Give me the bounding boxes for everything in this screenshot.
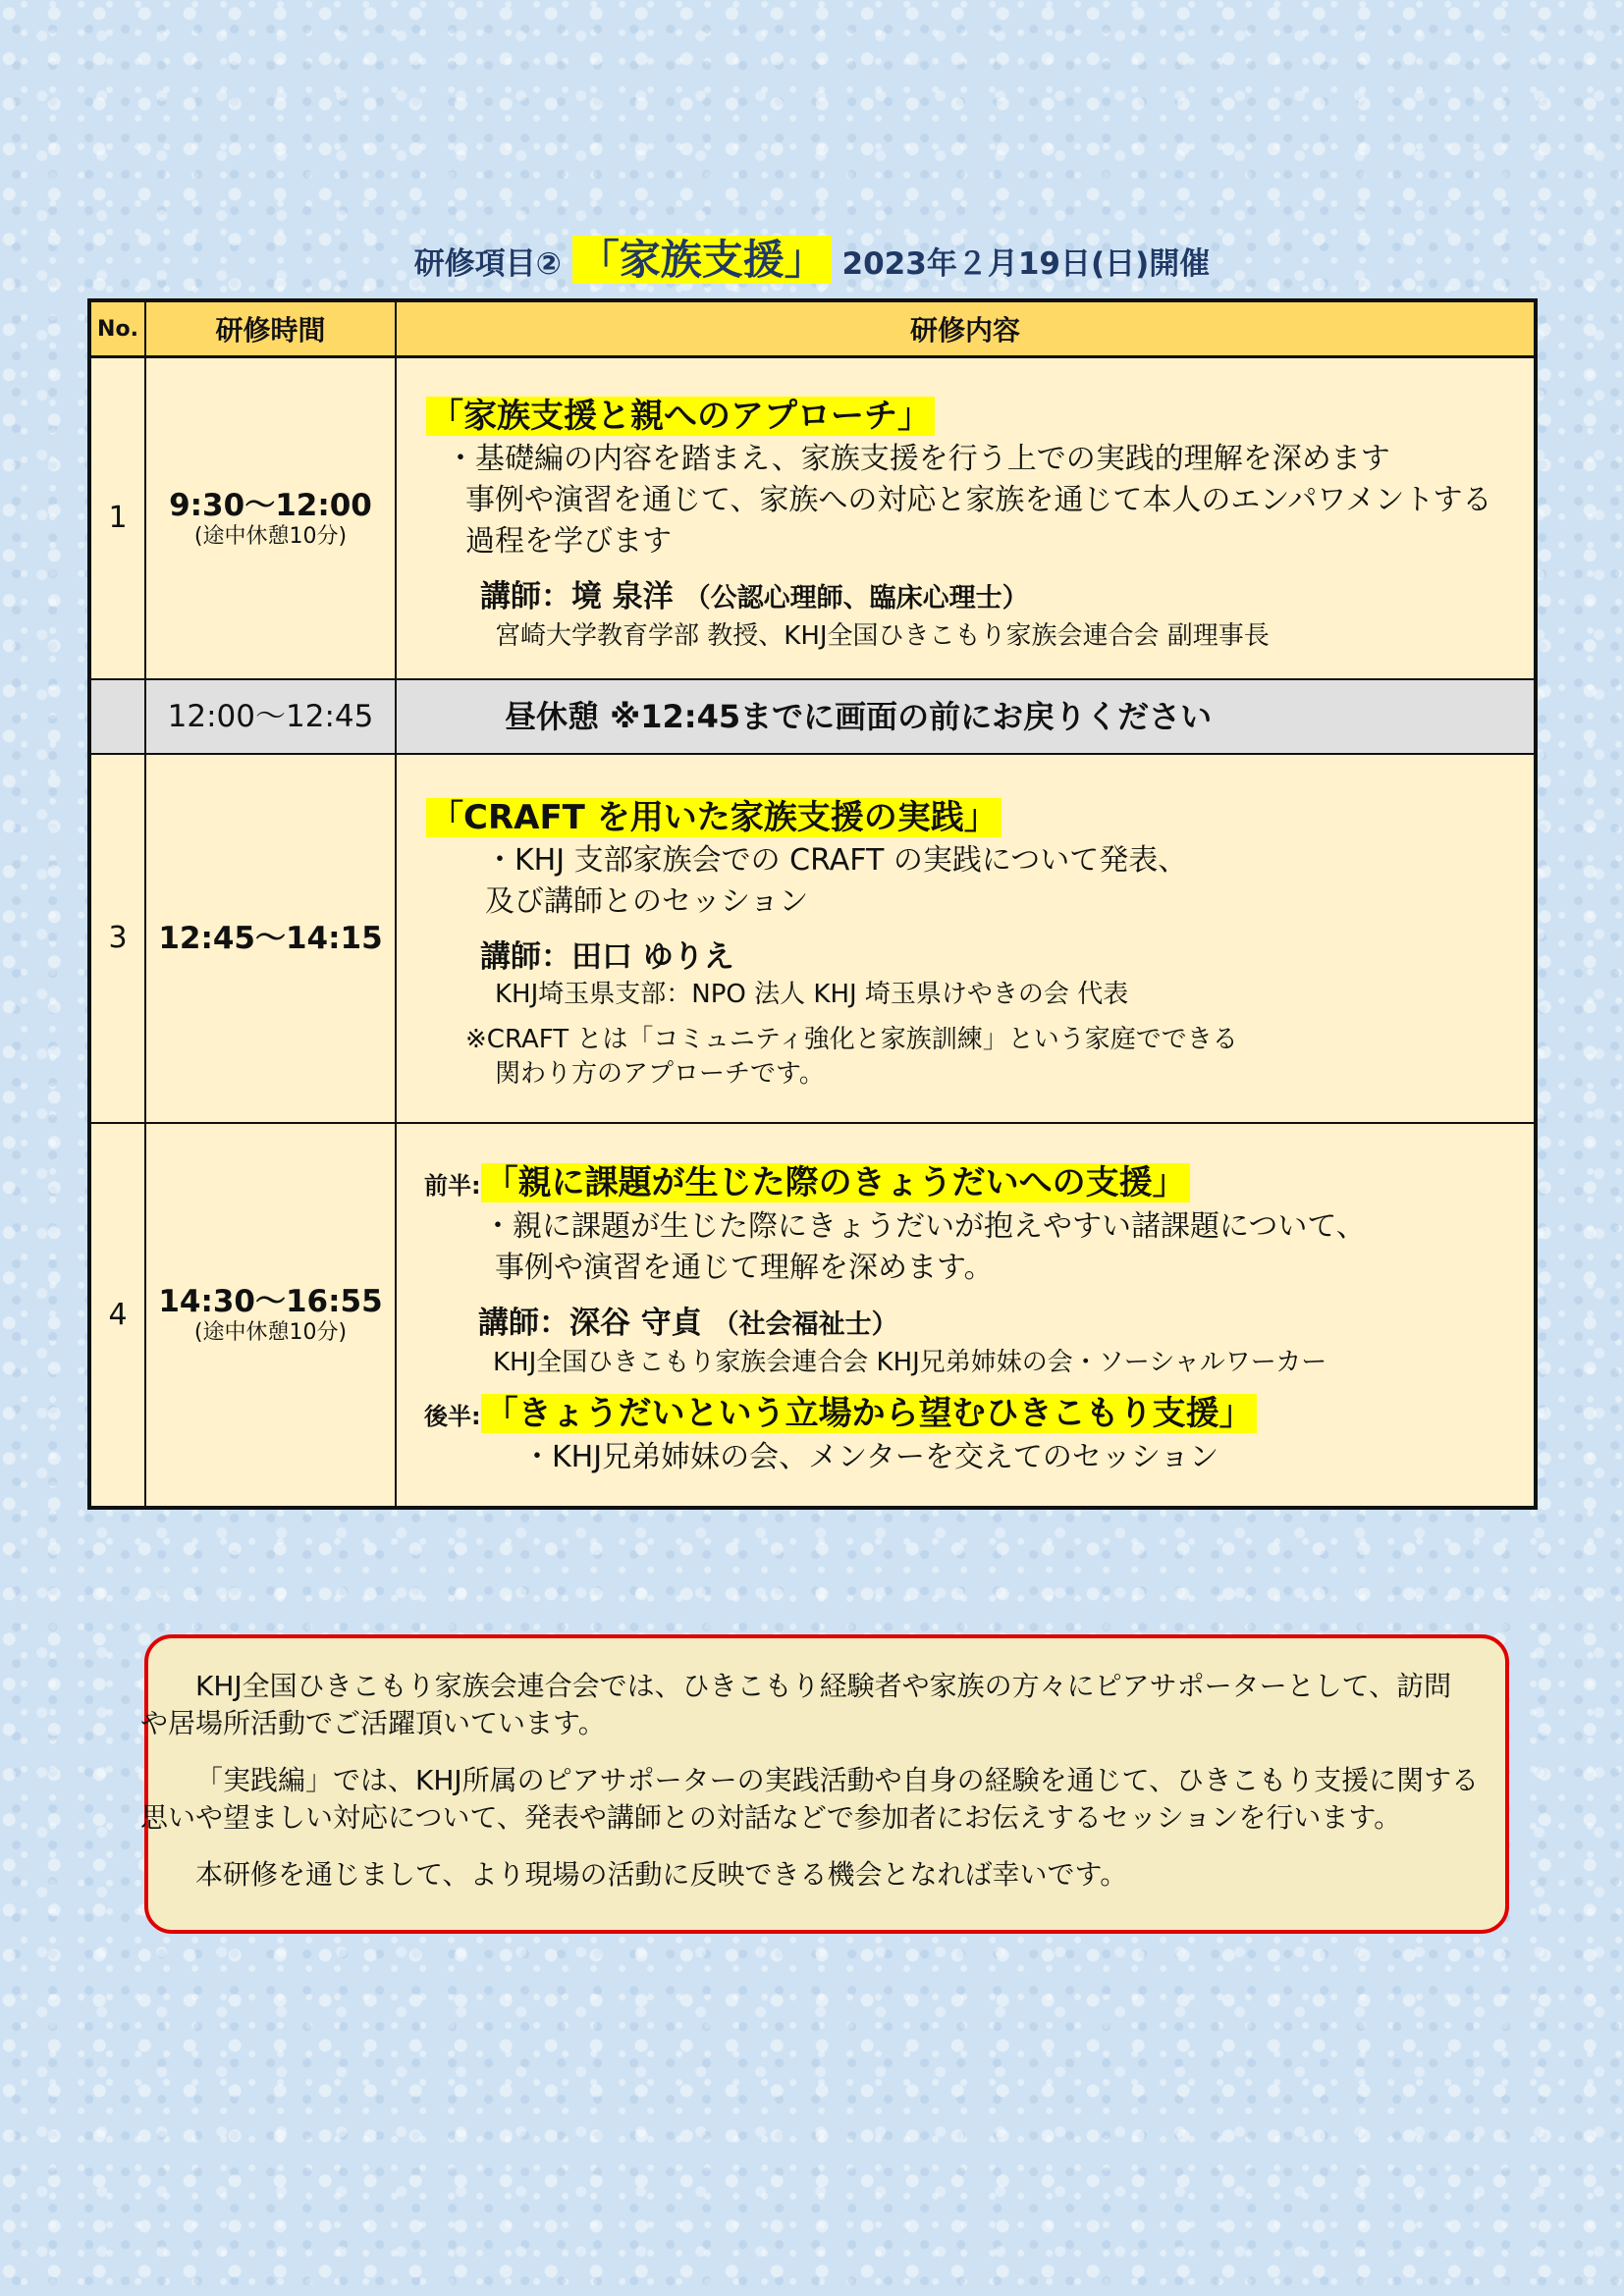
row-content	[396, 1123, 1536, 1508]
lecturer	[424, 1303, 1522, 1346]
time-note: (途中休憩10分)	[193, 1320, 348, 1345]
row-time	[145, 357, 396, 679]
schedule-table	[87, 298, 1538, 1510]
row-number: 4	[89, 1123, 145, 1508]
notice-line: 思いや望ましい対応について、発表や講師との対話などで参加者にお伝えするセッションを行います。	[140, 1801, 1402, 1834]
title-date: 2023年２月19日(日)開催	[841, 246, 1211, 282]
page-title	[0, 228, 1624, 287]
notice-line: 本研修を通じまして、より現場の活動に反映できる機会となれば幸いです。	[195, 1858, 1128, 1891]
craft-note: ※CRAFT とは「コミュニティ強化と家族訓練」という家庭でできる	[465, 1024, 1238, 1054]
lecturer-affiliation: KHJ埼玉県支部：NPO 法人 KHJ 埼玉県けやきの会 代表	[495, 979, 1129, 1009]
lecturer-qualification: （公認心理師、臨床心理士）	[683, 582, 1029, 614]
notice-line: や居場所活動でご活躍頂いています。	[140, 1707, 606, 1739]
header-content: 研修内容	[396, 300, 1536, 357]
header-time: 研修時間	[145, 300, 396, 357]
lecturer-affiliation: 宮崎大学教育学部 教授、KHJ全国ひきこもり家族会連合会 副理事長	[495, 620, 1270, 651]
lecturer	[426, 936, 1522, 978]
notice-line: KHJ全国ひきこもり家族会連合会では、ひきこもり経験者や家族の方々にピアサポーターとして、訪問	[195, 1670, 1452, 1702]
lecturer-name: 講師：境 泉洋	[480, 578, 674, 614]
table-header-row	[89, 300, 1536, 357]
time-range: 12:45～14:15	[158, 920, 383, 956]
session-title: 「親に課題が生じた際のきょうだいへの支援」	[481, 1163, 1190, 1202]
session-desc: ・KHJ兄弟姉妹の会、メンターを交えてのセッション	[522, 1440, 1219, 1474]
title-prefix: 研修項目②	[413, 246, 562, 282]
session-desc: ・親に課題が生じた際にきょうだいが抱えやすい諸課題について、	[483, 1209, 1366, 1244]
break-number	[89, 679, 145, 754]
time-range: 9:30～12:00	[169, 487, 372, 523]
second-half-prefix: 後半:	[424, 1403, 481, 1430]
table-row	[89, 1123, 1536, 1508]
row-content	[396, 754, 1536, 1123]
lecturer-qualification: （社会福祉士）	[712, 1309, 898, 1340]
lecturer	[426, 576, 1522, 619]
notice-paragraph	[140, 1668, 1474, 1742]
session-desc: 及び講師とのセッション	[485, 883, 809, 919]
break-time: 12:00～12:45	[145, 679, 396, 754]
session-title: 「CRAFT を用いた家族支援の実践」	[426, 798, 1001, 837]
lecturer-affiliation: KHJ全国ひきこもり家族会連合会 KHJ兄弟姉妹の会・ソーシャルワーカー	[493, 1348, 1327, 1377]
notice-line: 「実践編」では、KHJ所属のピアサポーターの実践活動や自身の経験を通じて、ひきこもり支援に関する	[195, 1764, 1480, 1796]
row-number: 3	[89, 754, 145, 1123]
break-row	[89, 679, 1536, 754]
first-half-prefix: 前半:	[424, 1172, 481, 1200]
time-range: 14:30～16:55	[158, 1284, 383, 1319]
craft-note: 関わり方のアプローチです。	[495, 1058, 825, 1089]
lecturer-name: 講師：深谷 守貞	[478, 1306, 702, 1341]
table-row	[89, 754, 1536, 1123]
notice-paragraph	[168, 1856, 1474, 1894]
session-desc: ・KHJ 支部家族会での CRAFT の実践について発表、	[485, 842, 1188, 878]
header-no: No.	[89, 300, 145, 357]
session-title: 「家族支援と親へのアプローチ」	[426, 397, 935, 436]
session-desc: 事例や演習を通じて理解を深めます。	[495, 1251, 994, 1285]
session-desc: ・基礎編の内容を踏まえ、家族支援を行う上での実践的理解を深めます	[446, 441, 1390, 476]
table-row	[89, 357, 1536, 679]
row-number: 1	[89, 357, 145, 679]
lecturer-name: 講師：田口 ゆりえ	[480, 938, 734, 975]
session-desc: 過程を学びます	[465, 523, 672, 559]
break-text: 昼休憩 ※12:45までに画面の前にお戻りください	[396, 679, 1536, 754]
row-time	[145, 754, 396, 1123]
notice-box	[140, 1634, 1509, 1934]
session-title: 「きょうだいという立場から望むひきこもり支援」	[481, 1394, 1257, 1433]
title-main: 「家族支援」	[572, 236, 832, 284]
time-note: (途中休憩10分)	[193, 523, 348, 549]
session-desc: 事例や演習を通じて、家族への対応と家族を通じて本人のエンパワメントする	[465, 482, 1492, 517]
notice-paragraph	[140, 1762, 1480, 1837]
row-time	[145, 1123, 396, 1508]
row-content	[396, 357, 1536, 679]
